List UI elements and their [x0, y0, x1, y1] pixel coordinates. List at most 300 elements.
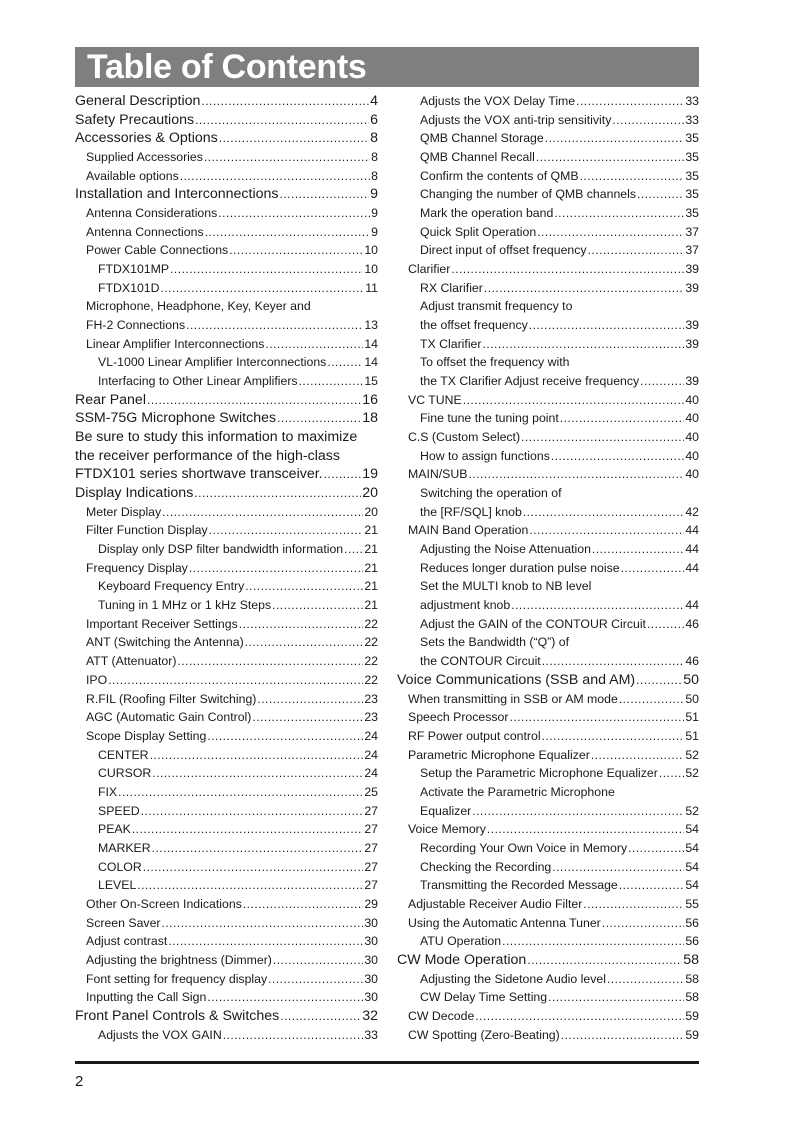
toc-entry[interactable]	[75, 596, 378, 615]
toc-entry[interactable]	[75, 633, 378, 652]
toc-leader-dots	[542, 727, 685, 746]
toc-entry[interactable]	[75, 447, 378, 466]
toc-entry-page: 39	[685, 318, 699, 333]
toc-entry-title: Microphone, Headphone, Key, Keyer and	[86, 299, 311, 314]
toc-entry-page: 24	[364, 728, 378, 743]
toc-entry-page: 27	[364, 822, 378, 837]
toc-entry[interactable]	[75, 167, 378, 186]
toc-entry-title: Equalizer	[420, 803, 472, 818]
toc-leader-dots	[602, 914, 685, 933]
toc-entry-title: the receiver performance of the high-class	[75, 447, 340, 464]
toc-entry-page: 59	[685, 1027, 699, 1042]
toc-entry-title: Adjusts the VOX anti-trip sensitivity	[420, 112, 612, 127]
toc-entry[interactable]	[75, 503, 378, 522]
toc-entry-title: Clarifier	[408, 262, 451, 277]
toc-entry-page: 22	[364, 672, 378, 687]
toc-entry-title: When transmitting in SSB or AM mode	[408, 691, 618, 706]
toc-entry-title: Safety Precautions	[75, 111, 195, 128]
toc-entry[interactable]	[397, 858, 699, 877]
toc-entry[interactable]	[397, 652, 699, 671]
toc-leader-dots	[177, 652, 363, 671]
toc-entry[interactable]	[75, 876, 378, 895]
toc-entry-title: Set the MULTI knob to NB level	[420, 579, 592, 594]
toc-entry-page: 46	[685, 654, 699, 669]
toc-entry-title: FIX	[98, 784, 118, 799]
toc-entry-title: Recording Your Own Voice in Memory	[420, 840, 628, 855]
toc-entry-title: Be sure to study this information to maximize	[75, 429, 358, 446]
toc-entry-title: General Description	[75, 93, 201, 109]
toc-entry[interactable]	[397, 260, 699, 279]
toc-entry[interactable]	[75, 391, 378, 410]
toc-entry[interactable]	[397, 428, 699, 447]
toc-leader-dots	[204, 148, 370, 167]
toc-entry[interactable]	[397, 1026, 699, 1045]
toc-leader-dots	[147, 391, 361, 410]
toc-entry[interactable]	[397, 633, 699, 652]
toc-entry-page: 8	[370, 130, 378, 147]
toc-entry-title: Changing the number of QMB channels	[420, 187, 637, 202]
toc-leader-dots	[451, 260, 684, 279]
toc-leader-dots	[591, 746, 685, 765]
toc-entry[interactable]	[397, 503, 699, 522]
toc-entry[interactable]	[75, 858, 378, 877]
toc-entry-title: Supplied Accessories	[86, 150, 203, 165]
toc-entry-page: 52	[685, 803, 699, 818]
toc-entry[interactable]	[397, 447, 699, 466]
toc-entry-title: How to assign functions	[420, 448, 550, 463]
toc-entry-page: 21	[364, 598, 378, 613]
toc-right-column	[397, 92, 699, 1044]
toc-leader-dots	[529, 521, 684, 540]
toc-entry-page: 24	[364, 747, 378, 762]
toc-leader-dots	[483, 335, 685, 354]
toc-entry[interactable]	[397, 391, 699, 410]
toc-entry-title: Adjust the GAIN of the CONTOUR Circuit	[420, 616, 646, 631]
toc-entry-title: Transmitting the Recorded Message	[420, 878, 618, 893]
toc-entry[interactable]	[75, 409, 378, 428]
toc-entry-title: FTDX101 series shortwave transceiver.	[75, 466, 323, 483]
toc-leader-dots	[186, 316, 363, 335]
toc-leader-dots	[162, 914, 364, 933]
toc-entry[interactable]	[397, 671, 699, 690]
toc-leader-dots	[268, 970, 363, 989]
toc-entry-title: Display Indications	[75, 485, 194, 502]
toc-entry[interactable]	[75, 316, 378, 335]
toc-entry[interactable]	[397, 1007, 699, 1026]
toc-entry[interactable]	[75, 353, 378, 372]
toc-leader-dots	[195, 111, 369, 130]
toc-entry-title: Sets the Bandwidth (“Q”) of	[420, 635, 569, 650]
toc-entry[interactable]	[397, 577, 699, 596]
toc-entry[interactable]	[397, 876, 699, 895]
toc-entry-title: To offset the frequency with	[420, 355, 570, 370]
toc-entry[interactable]	[397, 372, 699, 391]
toc-leader-dots	[245, 577, 363, 596]
toc-entry-page: 22	[364, 635, 378, 650]
toc-entry[interactable]	[75, 223, 378, 242]
toc-entry-page: 8	[371, 150, 378, 165]
toc-entry-page: 46	[685, 616, 699, 631]
toc-entry-title: Using the Automatic Antenna Tuner	[408, 915, 601, 930]
toc-entry-page: 40	[685, 430, 699, 445]
toc-entry[interactable]	[397, 596, 699, 615]
toc-entry-title: Adjusting the Sidetone Audio level	[420, 971, 606, 986]
toc-entry-page: 21	[364, 560, 378, 575]
toc-entry[interactable]	[397, 111, 699, 130]
toc-entry-title: Checking the Recording	[420, 859, 552, 874]
toc-entry-title: Tuning in 1 MHz or 1 kHz Steps	[98, 598, 272, 613]
toc-entry-page: 16	[362, 391, 378, 408]
toc-leader-dots	[207, 727, 363, 746]
toc-entry[interactable]	[75, 185, 378, 204]
toc-entry[interactable]	[397, 353, 699, 372]
toc-entry[interactable]	[75, 465, 378, 484]
toc-entry[interactable]	[75, 521, 378, 540]
toc-leader-dots	[161, 279, 365, 298]
toc-entry-title: Front Panel Controls & Switches	[75, 1007, 280, 1024]
toc-leader-dots	[588, 241, 685, 260]
toc-leader-dots	[239, 615, 364, 634]
toc-leader-dots	[647, 615, 684, 634]
toc-entry-title: Adjust contrast	[86, 934, 168, 949]
toc-entry-title: Font setting for frequency display	[86, 971, 268, 986]
toc-entry-title: FH-2 Connections	[86, 318, 186, 333]
toc-entry-title: CURSOR	[98, 766, 152, 781]
toc-entry[interactable]	[75, 615, 378, 634]
toc-entry-page: 21	[364, 542, 378, 557]
toc-entry[interactable]	[397, 409, 699, 428]
toc-entry-title: Fine tune the tuning point	[420, 411, 559, 426]
toc-entry-page: 33	[685, 112, 699, 127]
toc-leader-dots	[529, 316, 685, 335]
toc-entry-page: 33	[685, 94, 699, 108]
toc-leader-dots	[487, 820, 684, 839]
toc-entry[interactable]	[75, 951, 378, 970]
toc-entry-title: QMB Channel Storage	[420, 131, 544, 146]
toc-entry[interactable]	[75, 727, 378, 746]
toc-leader-dots	[137, 876, 363, 895]
toc-leader-dots	[324, 465, 362, 484]
toc-entry-page: 35	[685, 206, 699, 221]
toc-entry-title: Direct input of offset frequency	[420, 243, 587, 258]
toc-entry[interactable]	[397, 895, 699, 914]
toc-entry-title: Available options	[86, 168, 179, 183]
toc-entry[interactable]	[397, 746, 699, 765]
toc-entry-title: Power Cable Connections	[86, 243, 229, 258]
toc-entry-page: 35	[685, 168, 699, 183]
toc-entry-page: 20	[362, 485, 378, 502]
toc-entry-page: 54	[685, 840, 699, 855]
page-number: 2	[75, 1073, 84, 1090]
toc-entry-title: CW Spotting (Zero-Beating)	[408, 1027, 560, 1042]
toc-entry-title: MAIN/SUB	[408, 467, 468, 482]
toc-entry-page: 13	[364, 318, 378, 333]
toc-entry-page: 58	[685, 971, 699, 986]
toc-leader-dots	[189, 559, 363, 578]
toc-leader-dots	[223, 1026, 364, 1045]
toc-entry-title: Adjusting the brightness (Dimmer)	[86, 952, 272, 967]
toc-entry[interactable]	[75, 895, 378, 914]
toc-entry[interactable]	[397, 167, 699, 186]
toc-entry-page: 25	[364, 784, 378, 799]
toc-leader-dots	[621, 559, 685, 578]
toc-entry[interactable]	[75, 111, 378, 130]
toc-entry[interactable]	[75, 1007, 378, 1026]
toc-entry[interactable]	[75, 241, 378, 260]
toc-leader-dots	[545, 129, 685, 148]
toc-leader-dots	[551, 447, 684, 466]
toc-leader-dots	[502, 932, 684, 951]
toc-entry-title: AGC (Automatic Gain Control)	[86, 710, 252, 725]
toc-leader-dots	[472, 802, 684, 821]
toc-entry-page: 51	[685, 710, 699, 725]
toc-entry[interactable]	[397, 690, 699, 709]
toc-entry[interactable]	[75, 260, 378, 279]
toc-leader-dots	[273, 951, 363, 970]
toc-entry-page: 27	[364, 840, 378, 855]
toc-entry-page: 15	[364, 374, 378, 389]
toc-entry[interactable]	[75, 577, 378, 596]
toc-entry-title: Accessories & Options	[75, 130, 218, 147]
toc-entry-title: Adjusting the Noise Attenuation	[420, 542, 591, 557]
toc-entry-title: Antenna Considerations	[86, 206, 218, 221]
toc-entry-page: 19	[362, 466, 378, 483]
toc-entry[interactable]	[75, 204, 378, 223]
toc-entry[interactable]	[75, 1026, 378, 1045]
toc-leader-dots	[637, 185, 684, 204]
toc-entry[interactable]	[75, 540, 378, 559]
toc-entry[interactable]	[397, 802, 699, 821]
toc-entry[interactable]	[397, 783, 699, 802]
toc-leader-dots	[201, 92, 369, 111]
toc-entry[interactable]	[75, 914, 378, 933]
toc-entry-page: 21	[364, 523, 378, 538]
toc-entry[interactable]	[397, 970, 699, 989]
title-banner	[75, 47, 699, 87]
toc-entry[interactable]	[75, 279, 378, 298]
toc-entry-title: Mark the operation band	[420, 206, 554, 221]
toc-entry-page: 54	[685, 822, 699, 837]
toc-entry[interactable]	[397, 185, 699, 204]
toc-entry-title: RF Power output control	[408, 728, 541, 743]
toc-entry-page: 56	[685, 915, 699, 930]
toc-entry[interactable]	[397, 914, 699, 933]
toc-leader-dots	[180, 167, 370, 186]
toc-entry[interactable]	[397, 297, 699, 316]
toc-entry-title: Setup the Parametric Microphone Equalizer	[420, 766, 658, 781]
toc-entry-title: VC TUNE	[408, 392, 462, 407]
toc-entry[interactable]	[75, 129, 378, 148]
toc-entry[interactable]	[75, 652, 378, 671]
toc-entry-title: Adjusts the VOX GAIN	[98, 1027, 222, 1042]
toc-entry-title: Other On-Screen Indications	[86, 896, 242, 911]
toc-leader-dots	[118, 783, 363, 802]
toc-entry-title: COLOR	[98, 859, 142, 874]
toc-entry-page: 30	[364, 990, 378, 1005]
toc-entry-page: 39	[685, 280, 699, 295]
toc-entry[interactable]	[75, 559, 378, 578]
toc-entry[interactable]	[397, 820, 699, 839]
toc-leader-dots	[583, 895, 684, 914]
toc-entry-page: 10	[364, 262, 378, 277]
toc-entry-page: 10	[364, 243, 378, 258]
toc-entry[interactable]	[397, 521, 699, 540]
toc-leader-dots	[229, 241, 363, 260]
toc-entry-title: the TX Clarifier Adjust receive frequency	[420, 374, 640, 389]
toc-entry-page: 35	[685, 131, 699, 146]
toc-entry[interactable]	[397, 465, 699, 484]
toc-leader-dots	[612, 111, 684, 130]
toc-entry-title: the CONTOUR Circuit	[420, 654, 541, 669]
toc-entry-page: 51	[685, 728, 699, 743]
toc-entry-title: Speech Processor	[408, 710, 509, 725]
toc-entry[interactable]	[397, 223, 699, 242]
toc-entry[interactable]	[75, 372, 378, 391]
toc-entry[interactable]	[397, 932, 699, 951]
toc-leader-dots	[150, 746, 364, 765]
toc-leader-dots	[548, 988, 684, 1007]
toc-leader-dots	[243, 895, 363, 914]
toc-entry[interactable]	[75, 820, 378, 839]
toc-entry-title: Inputting the Call Sign	[86, 990, 207, 1005]
toc-entry[interactable]	[397, 988, 699, 1007]
toc-leader-dots	[636, 671, 682, 690]
toc-entry[interactable]	[75, 764, 378, 783]
toc-entry-title: Meter Display	[86, 504, 162, 519]
toc-entry[interactable]	[397, 279, 699, 298]
toc-entry[interactable]	[75, 690, 378, 709]
toc-entry-title: Rear Panel	[75, 391, 146, 408]
toc-entry[interactable]	[397, 92, 699, 111]
toc-leader-dots	[132, 820, 364, 839]
toc-leader-dots	[561, 1026, 685, 1045]
toc-entry[interactable]	[75, 671, 378, 690]
toc-entry[interactable]	[75, 428, 378, 447]
toc-entry[interactable]	[397, 951, 699, 970]
toc-leader-dots	[272, 596, 363, 615]
toc-leader-dots	[509, 708, 684, 727]
toc-entry-page: 58	[685, 990, 699, 1005]
toc-entry-title: Activate the Parametric Microphone	[420, 784, 615, 799]
toc-entry-title: Parametric Microphone Equalizer	[408, 747, 590, 762]
toc-entry[interactable]	[75, 708, 378, 727]
toc-entry-title: PEAK	[98, 822, 131, 837]
toc-entry[interactable]	[75, 783, 378, 802]
toc-entry-page: 33	[364, 1027, 378, 1042]
toc-entry[interactable]	[397, 335, 699, 354]
toc-entry[interactable]	[75, 484, 378, 503]
toc-leader-dots	[245, 633, 364, 652]
toc-entry[interactable]	[397, 839, 699, 858]
toc-entry[interactable]	[75, 970, 378, 989]
toc-leader-dots	[252, 708, 363, 727]
toc-entry-page: 8	[371, 168, 378, 183]
toc-entry-title: CENTER	[98, 747, 149, 762]
toc-entry-title: Screen Saver	[86, 915, 161, 930]
toc-entry[interactable]	[75, 932, 378, 951]
toc-entry-page: 30	[364, 934, 378, 949]
toc-entry[interactable]	[397, 241, 699, 260]
toc-entry-title: CW Decode	[408, 1008, 475, 1023]
toc-entry-title: SPEED	[98, 803, 140, 818]
toc-entry[interactable]	[75, 148, 378, 167]
toc-leader-dots	[536, 148, 684, 167]
toc-entry[interactable]	[75, 746, 378, 765]
toc-entry[interactable]	[397, 764, 699, 783]
toc-entry[interactable]	[397, 129, 699, 148]
toc-leader-dots	[152, 764, 363, 783]
toc-entry-page: 21	[364, 579, 378, 594]
toc-entry-title: VL-1000 Linear Amplifier Interconnections	[98, 355, 327, 370]
toc-left-column	[75, 92, 378, 1044]
toc-entry-page: 52	[685, 747, 699, 762]
toc-entry[interactable]	[75, 335, 378, 354]
toc-entry-page: 6	[370, 111, 378, 128]
toc-entry-page: 27	[364, 803, 378, 818]
toc-entry[interactable]	[397, 727, 699, 746]
toc-entry[interactable]	[397, 484, 699, 503]
toc-leader-dots	[475, 1007, 684, 1026]
toc-entry-page: 50	[683, 671, 699, 688]
toc-entry[interactable]	[397, 148, 699, 167]
toc-entry-page: 35	[685, 150, 699, 165]
toc-entry-title: Confirm the contents of QMB	[420, 168, 579, 183]
toc-entry-page: 18	[362, 410, 378, 427]
toc-entry[interactable]	[75, 839, 378, 858]
toc-entry[interactable]	[397, 316, 699, 335]
toc-leader-dots	[576, 92, 684, 111]
toc-entry-page: 52	[685, 766, 699, 781]
toc-entry-title: MARKER	[98, 840, 151, 855]
toc-entry-title: FTDX101MP	[98, 262, 170, 277]
toc-entry-page: 42	[685, 504, 699, 519]
toc-leader-dots	[527, 951, 682, 970]
toc-leader-dots	[257, 690, 363, 709]
toc-entry-page: 59	[685, 1008, 699, 1023]
toc-leader-dots	[554, 204, 684, 223]
toc-leader-dots	[552, 858, 684, 877]
toc-entry-page: 40	[685, 411, 699, 426]
toc-leader-dots	[542, 652, 685, 671]
toc-entry-page: 9	[370, 186, 378, 203]
toc-entry[interactable]	[397, 708, 699, 727]
toc-entry-page: 54	[685, 859, 699, 874]
toc-entry-title: Antenna Connections	[86, 224, 204, 239]
toc-entry[interactable]	[397, 559, 699, 578]
toc-entry[interactable]	[397, 615, 699, 634]
toc-leader-dots	[640, 372, 684, 391]
toc-entry[interactable]	[75, 802, 378, 821]
toc-entry-title: ANT (Switching the Antenna)	[86, 635, 244, 650]
toc-entry-page: 22	[364, 654, 378, 669]
toc-entry[interactable]	[75, 297, 378, 316]
toc-entry-page: 35	[685, 187, 699, 202]
toc-leader-dots	[523, 503, 684, 522]
toc-entry-title: the [RF/SQL] knob	[420, 504, 522, 519]
toc-entry-page: 30	[364, 971, 378, 986]
toc-entry[interactable]	[75, 92, 378, 111]
toc-leader-dots	[628, 839, 684, 858]
toc-entry[interactable]	[397, 540, 699, 559]
toc-entry-title: R.FIL (Roofing Filter Switching)	[86, 691, 257, 706]
toc-entry-page: 58	[683, 951, 699, 968]
toc-leader-dots	[280, 185, 370, 204]
toc-entry[interactable]	[75, 988, 378, 1007]
footer-rule	[75, 1061, 699, 1064]
toc-entry[interactable]	[397, 204, 699, 223]
toc-entry-title: Quick Split Operation	[420, 224, 537, 239]
toc-leader-dots	[219, 129, 369, 148]
